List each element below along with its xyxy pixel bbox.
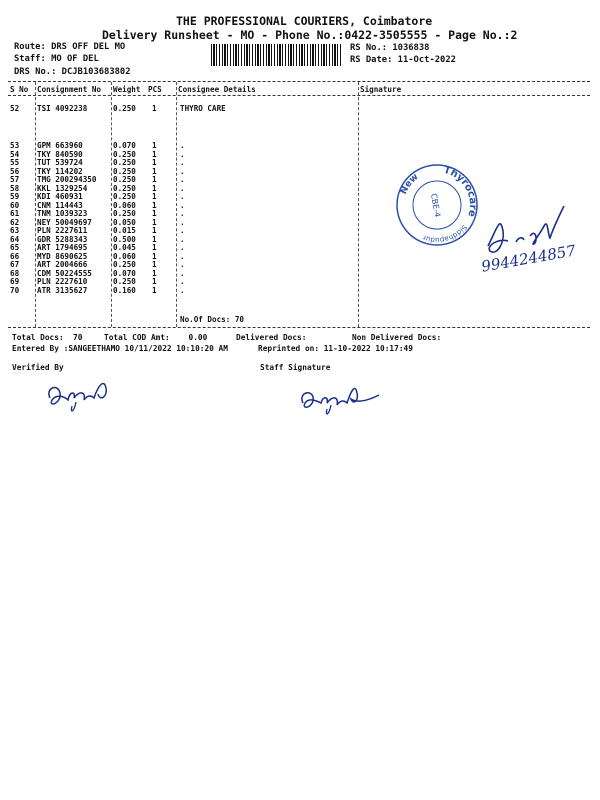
row-sno: 69 xyxy=(10,277,20,286)
row-sno: 54 xyxy=(10,149,20,159)
row-consignee-details: . xyxy=(180,149,185,159)
row-sno: 57 xyxy=(10,175,20,184)
route-label: Route: DRS OFF DEL MO xyxy=(14,42,126,52)
row-consignee-details: . xyxy=(180,260,185,269)
row-sno: 65 xyxy=(10,243,20,252)
row-consignee-details: . xyxy=(180,200,185,210)
col-sno: S No xyxy=(10,85,29,94)
row-consignee-details: THYRO CARE xyxy=(180,104,226,113)
row-pcs: 1 xyxy=(152,183,157,193)
row-pcs: 1 xyxy=(152,260,157,269)
svg-text:Siddhapudur: Siddhapudur xyxy=(421,223,469,245)
col-consignee: Consignee Details xyxy=(178,85,256,94)
staff-signature-label: Staff Signature xyxy=(260,363,331,372)
row-consignment: TKY 840590 xyxy=(37,149,83,159)
table-bottom-rule xyxy=(8,327,590,328)
handwritten-phone: 9944244857 xyxy=(480,241,578,276)
row-consignment: TUT 539724 xyxy=(37,158,83,167)
col-divider xyxy=(176,82,177,327)
row-pcs: 1 xyxy=(152,192,157,201)
row-pcs: 1 xyxy=(152,217,157,227)
entered-by: Entered By :SANGEETHAMO 10/11/2022 10:10:20 AM xyxy=(12,344,228,353)
non-delivered-docs: Non Delivered Docs: xyxy=(352,333,442,342)
verified-by-label: Verified By xyxy=(12,363,64,372)
row-consignment: TSI 4092238 xyxy=(37,104,88,113)
row-sno: 63 xyxy=(10,226,20,235)
row-pcs: 1 xyxy=(152,166,157,176)
row-sno: 62 xyxy=(10,217,20,227)
row-pcs: 1 xyxy=(152,158,157,167)
barcode xyxy=(211,44,341,66)
row-sno: 67 xyxy=(10,260,20,269)
row-consignee-details: . xyxy=(180,158,185,167)
row-pcs: 1 xyxy=(152,234,157,244)
row-consignee-details: . xyxy=(180,251,185,261)
drs-number: DRS No.: DCJB103683802 xyxy=(14,67,131,77)
row-consignee-details: . xyxy=(180,166,185,176)
row-pcs: 1 xyxy=(152,251,157,261)
delivered-docs: Delivered Docs: xyxy=(236,333,307,342)
row-sno: 60 xyxy=(10,200,20,210)
row-pcs: 1 xyxy=(152,104,157,113)
row-pcs: 1 xyxy=(152,175,157,184)
row-sno: 52 xyxy=(10,104,20,113)
row-consignee-details: . xyxy=(180,226,185,235)
row-consignee-details: . xyxy=(180,183,185,193)
row-consignee-details: . xyxy=(180,175,185,184)
row-weight: 0.250 xyxy=(113,158,136,167)
row-pcs: 1 xyxy=(152,141,157,150)
company-stamp xyxy=(392,160,482,250)
row-pcs: 1 xyxy=(152,243,157,252)
row-weight: 0.060 xyxy=(113,251,136,261)
row-consignment: MYD 8690625 xyxy=(37,251,88,261)
row-sno: 64 xyxy=(10,234,20,244)
col-signature: Signature xyxy=(360,85,402,94)
row-consignee-details: . xyxy=(180,234,185,244)
col-weight: Weight xyxy=(113,85,141,94)
row-pcs: 1 xyxy=(152,226,157,235)
row-sno: 61 xyxy=(10,209,20,218)
svg-text:CBE-4: CBE-4 xyxy=(428,192,443,218)
row-weight: 0.070 xyxy=(113,268,136,278)
row-consignee-details: . xyxy=(180,192,185,201)
row-consignment: PLN 2227610 xyxy=(37,277,88,286)
row-weight: 0.250 xyxy=(113,192,136,201)
header-bottom-rule xyxy=(8,95,590,96)
table-top-rule xyxy=(8,81,590,82)
row-weight: 0.250 xyxy=(113,149,136,159)
col-consignment: Consignment No xyxy=(37,85,102,94)
company-title: THE PROFESSIONAL COURIERS, Coimbatore xyxy=(176,14,433,28)
runsheet-subtitle: Delivery Runsheet - MO - Phone No.:0422-3505555 - Page No.:2 xyxy=(102,28,518,42)
rs-number: RS No.: 1036838 xyxy=(350,43,430,53)
row-consignment: KDI 460931 xyxy=(37,192,83,201)
row-sno: 58 xyxy=(10,183,20,193)
row-weight: 0.045 xyxy=(113,243,136,252)
staff-signature xyxy=(295,375,385,420)
svg-text:New: New xyxy=(399,172,421,196)
row-sno: 68 xyxy=(10,268,20,278)
row-consignee-details: . xyxy=(180,243,185,252)
row-consignment: CDM 50224555 xyxy=(37,268,92,278)
row-weight: 0.250 xyxy=(113,183,136,193)
row-consignment: PLN 2227611 xyxy=(37,226,88,235)
row-weight: 0.250 xyxy=(113,260,136,269)
row-sno: 56 xyxy=(10,166,20,176)
row-weight: 0.250 xyxy=(113,166,136,176)
no-of-docs: No.Of Docs: 70 xyxy=(180,315,245,324)
row-consignment: CNM 114443 xyxy=(37,200,83,210)
svg-text:Thyrocare: Thyrocare xyxy=(442,164,479,218)
col-divider xyxy=(35,82,36,327)
row-weight: 0.250 xyxy=(113,277,136,286)
col-divider xyxy=(358,82,359,327)
row-consignment: NEY 50049697 xyxy=(37,217,92,227)
row-weight: 0.500 xyxy=(113,234,136,244)
row-pcs: 1 xyxy=(152,149,157,159)
row-consignment: GPM 663960 xyxy=(37,141,83,150)
row-consignment: TKY 114202 xyxy=(37,166,83,176)
row-consignment: ART 2004666 xyxy=(37,260,88,269)
row-weight: 0.050 xyxy=(113,217,136,227)
row-weight: 0.250 xyxy=(113,175,136,184)
row-weight: 0.250 xyxy=(113,209,136,218)
row-consignment: GDR 5288343 xyxy=(37,234,88,244)
row-sno: 59 xyxy=(10,192,20,201)
row-consignment: TNM 1039323 xyxy=(37,209,88,218)
row-consignee-details: . xyxy=(180,277,185,286)
row-weight: 0.060 xyxy=(113,200,136,210)
row-consignment: ATR 3135627 xyxy=(37,285,88,295)
row-pcs: 1 xyxy=(152,285,157,295)
row-weight: 0.250 xyxy=(113,104,136,113)
row-sno: 66 xyxy=(10,251,20,261)
row-sno: 70 xyxy=(10,285,20,295)
total-docs: Total Docs: 70 xyxy=(12,333,83,342)
row-consignment: ART 1794695 xyxy=(37,243,88,252)
col-pcs: PCS xyxy=(148,85,162,94)
row-consignment: KKL 1329254 xyxy=(37,183,88,193)
total-cod-amount: Total COD Amt: 0.00 xyxy=(104,333,208,342)
row-consignee-details: . xyxy=(180,217,185,227)
row-consignee-details: . xyxy=(180,209,185,218)
staff-label: Staff: MO OF DEL xyxy=(14,54,99,64)
row-pcs: 1 xyxy=(152,209,157,218)
row-weight: 0.160 xyxy=(113,285,136,295)
row-pcs: 1 xyxy=(152,268,157,278)
row-pcs: 1 xyxy=(152,277,157,286)
row-weight: 0.015 xyxy=(113,226,136,235)
row-consignee-details: . xyxy=(180,141,185,150)
row-consignee-details: . xyxy=(180,285,185,295)
row-pcs: 1 xyxy=(152,200,157,210)
col-divider xyxy=(111,82,112,327)
row-weight: 0.070 xyxy=(113,141,136,150)
reprinted-on: Reprinted on: 11-10-2022 10:17:49 xyxy=(258,344,413,353)
row-consignment: TMG 200294350 xyxy=(37,175,97,184)
row-sno: 55 xyxy=(10,158,20,167)
row-consignee-details: . xyxy=(180,268,185,278)
verified-by-signature xyxy=(40,368,120,418)
row-sno: 53 xyxy=(10,141,20,150)
rs-date: RS Date: 11-Oct-2022 xyxy=(350,55,456,65)
